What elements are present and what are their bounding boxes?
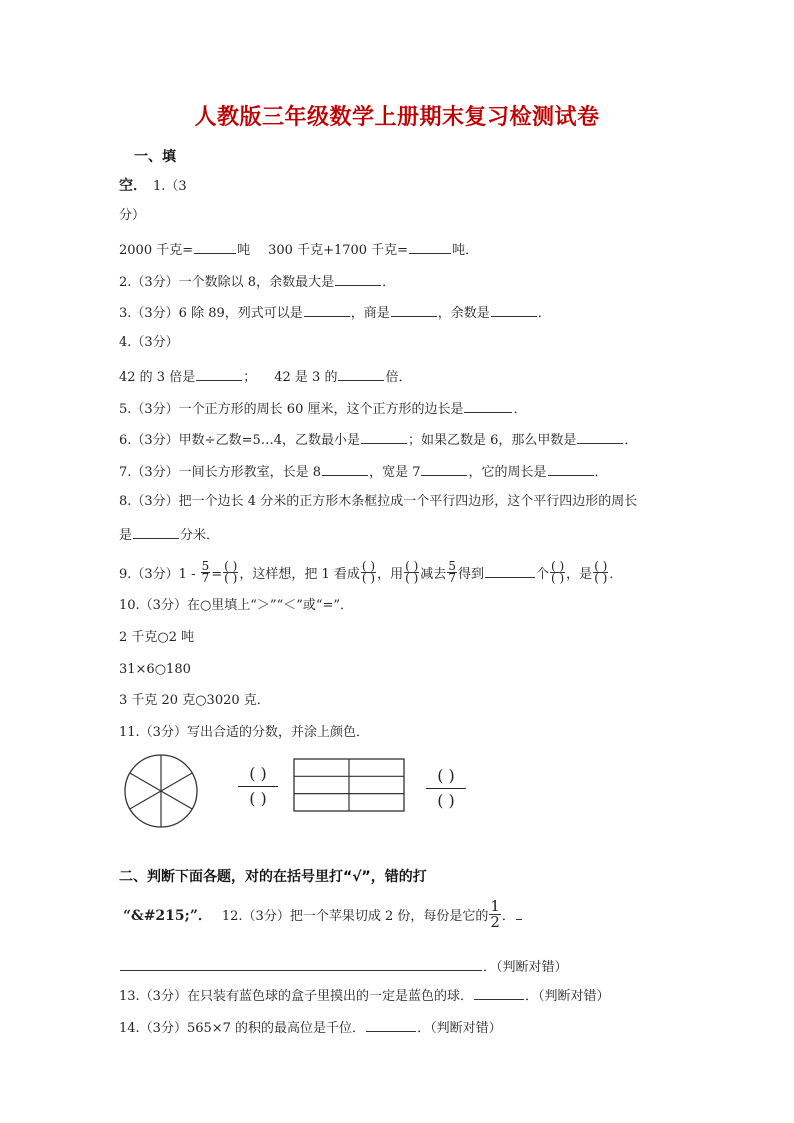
q6-blank-1[interactable] [361, 429, 407, 444]
section-1-heading-tail: 空． [119, 178, 147, 194]
circle-sixths-figure [122, 752, 200, 830]
q9-text-e: 得到 [457, 567, 484, 582]
q6-end: ． [624, 433, 638, 448]
q12-period: ． [501, 909, 515, 924]
q12-fraction-1-2: $\frac{1}{2}$ [490, 897, 500, 931]
q9-fraction-blank-1[interactable]: $\frac{( )}{( )}$ [224, 559, 238, 585]
rectangle-grid-figure [293, 758, 405, 812]
q1-text-a: 2000 千克= [119, 243, 194, 258]
q7-blank-1[interactable] [322, 461, 368, 476]
section-2-mark: “&#215;”． [123, 908, 212, 924]
q4-text-a: 42 的 3 倍是 [119, 370, 196, 385]
q12-line-2 [119, 956, 568, 977]
q7-text-c: ，它的周长是 [468, 465, 547, 480]
q9-text-f: 个 [535, 567, 549, 582]
q10-line-2: 31×6○180 [119, 662, 191, 677]
q3-blank-2[interactable] [391, 302, 437, 317]
q4-end: 倍． [385, 370, 412, 385]
q5-blank[interactable] [464, 398, 512, 413]
q7-blank-2[interactable] [421, 461, 467, 476]
q2-blank[interactable] [335, 271, 381, 286]
q9-fraction-blank-4[interactable]: $\frac{( )}{( )}$ [550, 559, 565, 585]
q8-line-2 [119, 524, 219, 545]
q4-blank-1[interactable] [196, 366, 242, 381]
q9-fraction-blank-5[interactable]: $\frac{( )}{( )}$ [594, 559, 608, 585]
section-1-heading: 一、填 [134, 149, 176, 165]
q11-numerator-1: ( ) [249, 764, 267, 783]
q9-text-c: ，用 [377, 567, 404, 582]
q11-text: 11.（3分）写出合适的分数，并涂上颜色． [119, 725, 369, 740]
q14-text: 14.（3分）565×7 的积的最高位是千位． [119, 1021, 366, 1036]
q3 [119, 302, 551, 323]
q1-number: 1.（3 [153, 179, 187, 194]
q5-text: 5.（3分）一个正方形的周长 60 厘米，这个正方形的边长是 [119, 402, 464, 417]
q9-blank[interactable] [485, 563, 535, 578]
q12-short-blank [516, 909, 522, 920]
q6-text-b: ；如果乙数是 6，那么甲数是 [408, 433, 577, 448]
q6-blank-2[interactable] [577, 429, 623, 444]
q7 [119, 461, 608, 482]
q11-fraction-blank-2[interactable] [424, 766, 468, 811]
q13-text: 13.（3分）在只装有蓝色球的盒子里摸出的一定是蓝色的球． [119, 989, 473, 1004]
q7-end: ． [594, 465, 608, 480]
q7-text-b: ，宽是 7 [369, 465, 421, 480]
q11-numerator-2: ( ) [437, 766, 455, 785]
q12-answer-blank[interactable] [120, 956, 482, 971]
q9-equals: = [211, 567, 223, 582]
q9-text-a: 9.（3分）1 - [119, 567, 196, 582]
q10-text: 10.（3分）在○里填上“＞”“＜”或“=”． [119, 598, 354, 613]
q9-fraction-5-7-b: $\frac{5}{7}$ [448, 559, 456, 585]
q9-text-g: ，是 [566, 567, 593, 582]
q11-denominator-1: ( ) [249, 789, 267, 808]
q13 [119, 985, 609, 1006]
q3-blank-1[interactable] [304, 302, 350, 317]
q1-text-b: 吨 [237, 243, 251, 258]
q12-line-1 [119, 897, 523, 932]
q5 [119, 398, 527, 419]
page-title: 人教版三年级数学上册期末复习检测试卷 [194, 104, 600, 130]
section-2-heading: 二、判断下面各题，对的在括号里打“√”，错的打 [119, 869, 427, 885]
q1-body [119, 239, 478, 260]
q9-text-b: ，这样想，把 1 看成 [239, 567, 360, 582]
q9-fraction-blank-3[interactable]: $\frac{( )}{( )}$ [405, 559, 419, 585]
q13-judge-label: ．（判断对错） [524, 989, 610, 1004]
q7-blank-3[interactable] [548, 461, 594, 476]
q4-blank-2[interactable] [338, 366, 384, 381]
q8-end: 分米． [180, 528, 220, 543]
q8-blank[interactable] [133, 524, 179, 539]
q4-text-c: 42 是 3 的 [274, 370, 338, 385]
q7-text-a: 7.（3分）一间长方形教室，长是 8 [119, 465, 322, 480]
q4-head: 4.（3分） [119, 335, 179, 350]
q1-text-c: 300 千克+1700 千克= [268, 243, 409, 258]
q9-text-d: 减去 [420, 567, 447, 582]
q10-line-3: 3 千克 20 克○3020 克． [119, 693, 270, 708]
q12-judge-label: ．（判断对错） [483, 960, 568, 975]
q14-blank[interactable] [366, 1017, 416, 1032]
q14 [119, 1017, 502, 1038]
q3-text-b: ，商是 [350, 306, 390, 321]
q8-line-1: 8.（3分）把一个边长 4 分米的正方形木条框拉成一个平行四边形，这个平行四边形的周长 [119, 494, 638, 509]
q8-text-b: 是 [119, 528, 133, 543]
q6-text-a: 6.（3分）甲数÷乙数=5…4，乙数最小是 [119, 433, 361, 448]
q1-blank-1[interactable] [194, 239, 236, 254]
q5-end: ． [513, 402, 527, 417]
q4-text-b: ； [243, 370, 257, 385]
q1-blank-2[interactable] [409, 239, 451, 254]
q4-body [119, 366, 411, 387]
q9-fraction-blank-2[interactable]: $\frac{( )}{( )}$ [361, 559, 376, 585]
q3-text-c: ，余数是 [437, 306, 490, 321]
q14-judge-label: ．（判断对错） [417, 1021, 502, 1036]
q1-score: 分） [119, 208, 146, 223]
q1-line-1 [119, 177, 187, 196]
q11-fraction-blank-1[interactable] [236, 764, 280, 809]
q2-text: 2.（3分）一个数除以 8，余数最大是 [119, 275, 335, 290]
q12-text: 12.（3分）把一个苹果切成 2 份，每份是它的 [221, 909, 489, 924]
q10-line-1: 2 千克○2 吨 [119, 630, 195, 645]
q9 [119, 559, 623, 586]
q1-text-d: 吨． [452, 243, 479, 258]
q9-fraction-5-7: $\frac{5}{7}$ [201, 559, 210, 585]
q9-end: ． [609, 567, 623, 582]
q2 [119, 271, 395, 292]
q2-end: ． [382, 275, 396, 290]
q13-blank[interactable] [474, 985, 524, 1000]
q3-blank-3[interactable] [491, 302, 537, 317]
q11-denominator-2: ( ) [437, 791, 455, 810]
q3-text-a: 3.（3分）6 除 89，列式可以是 [119, 306, 303, 321]
q6 [119, 429, 637, 450]
q3-end: ． [537, 306, 551, 321]
